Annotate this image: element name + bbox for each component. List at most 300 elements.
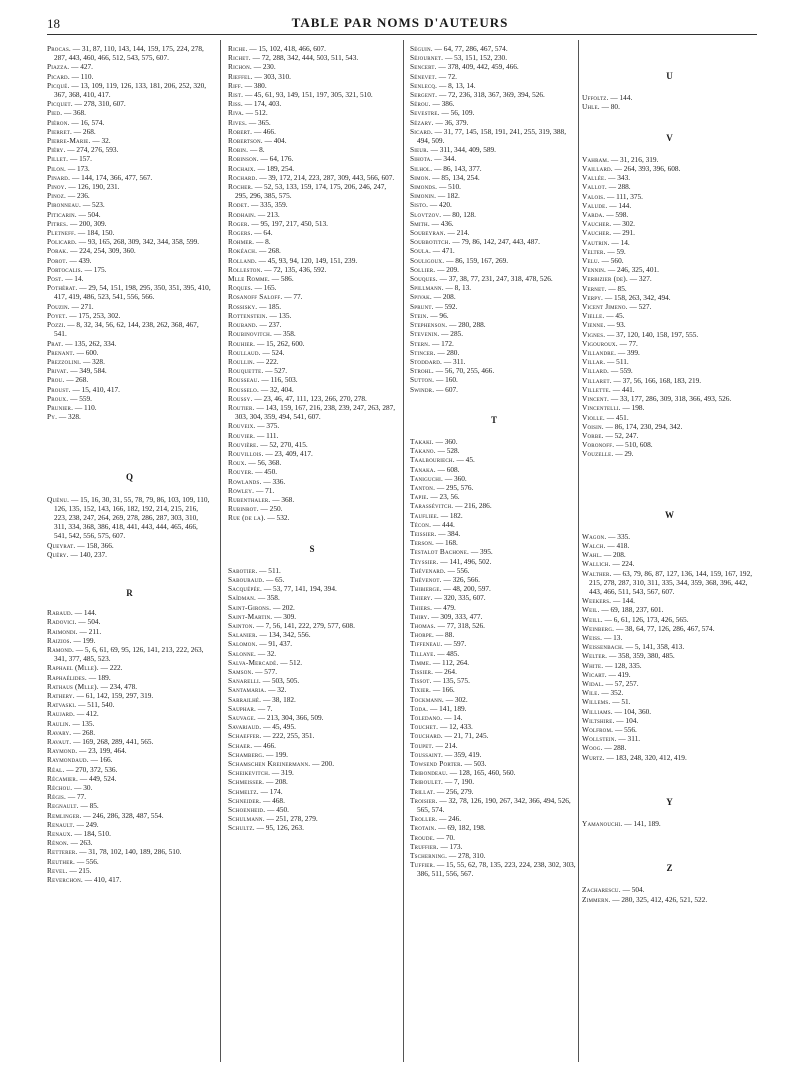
index-entry xyxy=(410,44,578,53)
index-entry xyxy=(582,596,757,605)
author-name: Thévenot. xyxy=(410,574,442,584)
index-entry xyxy=(582,182,757,191)
author-name: Robinson. xyxy=(228,154,259,164)
page-references: — 451. xyxy=(604,412,629,422)
author-name: Wiltshire. xyxy=(582,715,615,725)
page-references: — 510. xyxy=(437,182,461,192)
page-references: — 399. xyxy=(616,348,640,358)
author-name: Roullin. xyxy=(228,356,255,366)
author-name: Vignes. xyxy=(582,329,606,339)
author-name: Rogers. xyxy=(228,228,253,238)
page-references: — 128, 335. xyxy=(603,660,642,670)
index-entry xyxy=(410,283,578,292)
page-references: — 263. xyxy=(68,838,93,848)
author-name: Radovici. xyxy=(47,617,77,627)
page-references: — 224. xyxy=(610,559,635,569)
author-name: Rousselo. xyxy=(228,384,259,394)
index-entry xyxy=(47,673,212,682)
page-references: — 380. xyxy=(242,80,267,90)
page-references: — 230. xyxy=(251,62,276,72)
index-entry xyxy=(410,154,578,163)
author-name: Riva. xyxy=(228,108,244,118)
author-name: Stephenson. xyxy=(410,320,448,330)
index-entry xyxy=(228,796,396,805)
author-name: Wolfrom. xyxy=(582,724,614,734)
author-name: Trillat. xyxy=(410,786,436,796)
index-entry xyxy=(228,449,396,458)
index-entry xyxy=(410,731,578,740)
page-references: — 104, 360. xyxy=(612,706,652,716)
index-entry xyxy=(582,192,757,201)
index-entry xyxy=(582,302,757,311)
page-references: — 528. xyxy=(435,446,460,456)
page-references: — 213. xyxy=(256,209,280,219)
page-references: — 52, 247. xyxy=(603,430,639,440)
author-name: Touchard. xyxy=(410,731,443,741)
section-letter-w: W xyxy=(665,509,674,520)
author-name: Rathery. xyxy=(47,690,75,700)
index-entry xyxy=(47,746,212,755)
index-entry xyxy=(582,247,757,256)
index-entry xyxy=(228,731,396,740)
index-entry xyxy=(228,375,396,384)
page-references: — 15, 102, 418, 466, 607. xyxy=(247,44,327,53)
page-references: — 13. xyxy=(602,632,623,642)
page-references: — 510, 608. xyxy=(614,440,653,450)
author-name: Weekers. xyxy=(582,596,612,606)
index-entry xyxy=(228,53,396,62)
index-entry xyxy=(582,320,757,329)
page-references: — 511, 540. xyxy=(76,700,115,710)
author-name: Villaret. xyxy=(582,375,612,385)
author-name: Troller. xyxy=(410,814,438,824)
author-name: Py. xyxy=(47,412,58,422)
author-name: Privat. xyxy=(47,366,69,376)
author-name: Robert. xyxy=(228,126,253,136)
index-section-w xyxy=(582,532,757,762)
page-references: — 85, 134, 254. xyxy=(430,172,480,182)
author-name: Rist. xyxy=(228,90,244,100)
author-name: Velter. xyxy=(582,246,606,256)
page-references: — 13, 109, 119, 126, 133, 181, 206, 252, 320, 367, 368, 410, 417. xyxy=(54,80,207,100)
index-entry xyxy=(410,538,578,547)
author-name: Rottenstein. xyxy=(228,310,268,320)
index-entry xyxy=(410,357,578,366)
index-entry xyxy=(410,603,578,612)
index-entry xyxy=(582,284,757,293)
author-name: Weiss. xyxy=(582,632,603,642)
index-entry xyxy=(228,440,396,449)
index-entry xyxy=(410,612,578,621)
index-entry xyxy=(228,421,396,430)
author-name: Weissenbach. xyxy=(582,642,624,652)
page-references: — 37, 56, 166, 168, 183, 219. xyxy=(611,375,702,385)
index-entry xyxy=(582,633,757,642)
index-entry xyxy=(410,474,578,483)
author-name: Rocher. xyxy=(228,182,254,192)
index-entry xyxy=(228,173,396,182)
index-entry xyxy=(410,191,578,200)
index-entry xyxy=(582,550,757,559)
author-name: Uhle. xyxy=(582,102,600,112)
page-references: — 439. xyxy=(67,255,92,265)
page-references: — 291. xyxy=(611,228,635,238)
author-name: Réal. xyxy=(47,764,65,774)
index-entry xyxy=(228,145,396,154)
author-name: Schaeffer. xyxy=(228,731,262,741)
page-references: — 95, 126, 263. xyxy=(254,823,305,833)
page-references: — 559. xyxy=(609,366,633,376)
page-references: — 556. xyxy=(75,856,99,866)
page-references: — 504. xyxy=(620,885,645,895)
page-references: — 5, 6, 61, 69, 95, 126, 141, 213, 222, 263, 341, 377, 485, 523. xyxy=(54,644,204,664)
index-section-q xyxy=(47,495,212,559)
column-divider xyxy=(220,40,221,1062)
author-name: Poyet. xyxy=(47,310,68,320)
index-entry xyxy=(582,885,757,894)
index-entry xyxy=(582,725,757,734)
page-references: — 246, 325, 401. xyxy=(606,265,659,275)
page-references: — 144. xyxy=(608,93,633,103)
author-name: Routier. xyxy=(228,402,255,412)
page-references: — 384. xyxy=(436,528,461,538)
author-name: Rouvier. xyxy=(228,430,256,440)
index-entry xyxy=(582,238,757,247)
page-references: — 182. xyxy=(436,191,460,201)
page-references: — 280. xyxy=(435,347,460,357)
author-name: Schoenheid. xyxy=(228,805,266,815)
index-entry xyxy=(582,661,757,670)
index-entry xyxy=(410,695,578,704)
author-name: Vincentelli. xyxy=(582,403,621,413)
author-name: Raphael (Mlle). xyxy=(47,663,99,673)
page-references: — 278, 310, 607. xyxy=(72,99,126,109)
author-name: Récamier. xyxy=(47,773,78,783)
author-name: Stoddard. xyxy=(410,356,443,366)
author-name: Sencert. xyxy=(410,62,437,72)
page-references: — 359, 419. xyxy=(443,749,482,759)
section-letter-t: T xyxy=(490,414,497,425)
index-entry xyxy=(47,394,212,403)
author-name: Tockmann. xyxy=(410,694,444,704)
index-entry xyxy=(410,593,578,602)
index-entry xyxy=(582,605,757,614)
index-entry xyxy=(228,99,396,108)
page-references: — 112, 264. xyxy=(431,657,470,667)
page-references: — 368. xyxy=(270,494,295,504)
author-name: Pitres. xyxy=(47,218,69,228)
author-name: Richon. xyxy=(228,62,252,72)
index-entry xyxy=(410,584,578,593)
author-name: Reverchon. xyxy=(47,875,83,885)
author-name: Violle. xyxy=(582,412,605,422)
page-references: — 444. xyxy=(431,519,455,529)
index-entry xyxy=(582,403,757,412)
author-name: Yamanouchi. xyxy=(582,819,623,828)
page-references: — 328. xyxy=(81,356,105,366)
author-name: Weil. xyxy=(582,605,600,615)
index-entry xyxy=(228,612,396,621)
index-entry xyxy=(228,768,396,777)
index-column-4 xyxy=(582,44,757,904)
page-references: — 358, 359, 380, 485. xyxy=(607,651,675,661)
index-entry xyxy=(410,72,578,81)
page-references: — 208. xyxy=(431,292,456,302)
author-name: Savariaud. xyxy=(228,722,262,732)
author-name: Pierret. xyxy=(47,126,72,136)
author-name: Pillet. xyxy=(47,154,69,164)
author-name: Prunier. xyxy=(47,402,74,412)
author-name: Schamberg. xyxy=(228,749,265,759)
author-name: Widal. xyxy=(582,678,604,688)
author-name: Portocalis. xyxy=(47,264,83,274)
index-entry xyxy=(47,219,212,228)
index-entry xyxy=(410,750,578,759)
page-references: — 16, 574. xyxy=(69,117,105,127)
author-name: Rouyer. xyxy=(228,467,254,477)
index-entry xyxy=(582,210,757,219)
author-name: Soubbotitch. xyxy=(410,237,451,247)
running-head: TABLE PAR NOMS D'AUTEURS xyxy=(291,15,509,30)
index-entry xyxy=(410,796,578,814)
author-name: Pied. xyxy=(47,108,63,118)
index-entry xyxy=(582,707,757,716)
page-references: — 38, 64, 77, 126, 286, 467, 574. xyxy=(614,623,715,633)
index-entry xyxy=(582,394,757,403)
author-name: Vallot. xyxy=(582,182,607,192)
page-references: — 412. xyxy=(75,709,99,719)
page-references: — 166. xyxy=(88,755,113,765)
author-name: Vaucher. xyxy=(582,219,612,229)
page-references: — 449, 524. xyxy=(78,773,117,783)
index-entry xyxy=(47,375,212,384)
index-entry xyxy=(47,709,212,718)
page-references: — 110. xyxy=(69,71,94,81)
index-column-2 xyxy=(228,44,396,833)
author-name: Rieffel. xyxy=(228,71,253,81)
index-entry xyxy=(228,787,396,796)
index-entry xyxy=(47,765,212,774)
page-references: — 319. xyxy=(270,768,294,778)
author-name: Riss. xyxy=(228,99,243,109)
page-references: — 485. xyxy=(435,648,460,658)
index-entry xyxy=(410,621,578,630)
author-name: Salomon. xyxy=(228,639,258,649)
page-references: — 268. xyxy=(257,246,281,256)
page-references: — 45, 495. xyxy=(261,722,296,732)
index-entry xyxy=(47,719,212,728)
index-entry xyxy=(47,81,212,99)
index-entry xyxy=(228,237,396,246)
page-references: — 511. xyxy=(257,565,281,575)
author-name: Tissot. xyxy=(410,676,432,686)
page-references: — 85. xyxy=(606,283,627,293)
index-entry xyxy=(47,99,212,108)
author-name: Schaer. xyxy=(228,740,253,750)
page-references: — 32. xyxy=(90,136,111,146)
page-references: — 134, 342, 556. xyxy=(257,630,311,640)
page-references: — 479. xyxy=(432,602,456,612)
index-entry xyxy=(47,173,212,182)
index-entry xyxy=(410,99,578,108)
page-references: — 280, 325, 412, 426, 521, 522. xyxy=(610,894,708,904)
author-name: Piazza. xyxy=(47,62,70,72)
author-name: Valude. xyxy=(582,200,608,210)
index-entry xyxy=(47,728,212,737)
author-name: Tillaye. xyxy=(410,648,436,658)
author-name: Schulmann. xyxy=(228,814,265,824)
author-name: Sihota. xyxy=(410,154,433,164)
index-entry xyxy=(228,477,396,486)
index-entry xyxy=(47,541,212,550)
index-entry xyxy=(228,759,396,768)
author-name: Walther. xyxy=(582,568,612,578)
index-entry xyxy=(410,529,578,538)
page-references: — 14. xyxy=(442,713,463,723)
index-entry xyxy=(410,145,578,154)
index-entry xyxy=(47,829,212,838)
author-name: Salonne. xyxy=(228,648,257,658)
page-references: — 65. xyxy=(264,574,285,584)
index-entry xyxy=(410,649,578,658)
page-references: — 378, 409, 442, 459, 466. xyxy=(436,62,519,72)
index-entry xyxy=(228,621,396,630)
page-references: — 51. xyxy=(610,697,631,707)
page-references: — 69, 182, 198. xyxy=(436,823,486,833)
author-name: Timme. xyxy=(410,657,432,667)
author-name: Takaki. xyxy=(410,436,434,446)
page-references: — 278, 310. xyxy=(447,851,486,861)
index-entry xyxy=(410,118,578,127)
index-section-s-continued xyxy=(410,44,578,394)
author-name: Proust. xyxy=(47,384,71,394)
author-name: Troude. xyxy=(410,832,435,842)
index-entry xyxy=(47,645,212,663)
author-name: Sacquépée. xyxy=(228,584,262,594)
page-references: — 504. xyxy=(76,209,101,219)
author-name: Villar. xyxy=(582,357,606,367)
author-name: Rue (de la). xyxy=(228,513,266,523)
page-references: — 64, 77, 286, 467, 574. xyxy=(432,44,508,53)
author-name: Piticarin. xyxy=(47,209,77,219)
index-entry xyxy=(410,329,578,338)
author-name: Velu. xyxy=(582,256,600,266)
author-name: Rives. xyxy=(228,117,248,127)
author-name: Varda. xyxy=(582,210,605,220)
section-letter-u: U xyxy=(666,71,673,81)
author-name: Teissier. xyxy=(410,528,437,538)
index-entry xyxy=(228,823,396,832)
page-references: — 140, 237. xyxy=(68,549,107,559)
author-name: Prou. xyxy=(47,375,65,385)
page-references: — 504. xyxy=(76,617,101,627)
index-section-y xyxy=(582,819,757,828)
page-references: — 368. xyxy=(62,108,86,118)
page-references: — 288. xyxy=(606,182,631,192)
page-references: — 215. xyxy=(67,865,92,875)
page-references: — 224, 254, 309, 360. xyxy=(68,246,136,256)
index-entry xyxy=(228,722,396,731)
page-references: — 311. xyxy=(616,734,641,744)
author-name: Toledano. xyxy=(410,713,443,723)
index-entry xyxy=(582,293,757,302)
index-entry xyxy=(410,127,578,145)
page-references: — 86, 174, 230, 294, 342. xyxy=(603,421,683,431)
index-entry xyxy=(47,283,212,301)
index-entry xyxy=(47,302,212,311)
page-references: — 165. xyxy=(252,283,277,293)
index-entry xyxy=(228,154,396,163)
page-references: — 441. xyxy=(610,384,635,394)
page-references: — 172. xyxy=(430,338,454,348)
page-references: — 189. xyxy=(86,672,111,682)
page-references: — 326, 566. xyxy=(441,574,480,584)
index-entry xyxy=(410,483,578,492)
index-entry xyxy=(228,210,396,219)
page-references: — 45, 93, 94, 120, 149, 151, 239. xyxy=(256,255,358,265)
index-entry xyxy=(410,630,578,639)
author-name: Sauvage. xyxy=(228,713,256,723)
index-section-p xyxy=(47,44,212,421)
page-references: — 199. xyxy=(71,635,96,645)
index-entry xyxy=(47,847,212,856)
index-entry xyxy=(582,569,757,597)
author-name: Thiers. xyxy=(410,602,433,612)
index-entry xyxy=(47,62,212,71)
index-section-v xyxy=(582,155,757,459)
page-references: — 202. xyxy=(271,602,295,612)
page-references: — 468. xyxy=(261,795,285,805)
page-references: — 116, 503. xyxy=(259,375,298,385)
index-entry xyxy=(228,274,396,283)
page-references: — 560. xyxy=(599,256,624,266)
page-references: — 77. xyxy=(617,338,638,348)
page-references: — 556. xyxy=(445,565,470,575)
author-name: Piéry. xyxy=(47,145,66,155)
author-name: Queyrat. xyxy=(47,540,76,550)
author-name: Remlinger. xyxy=(47,810,82,820)
author-name: Testalot Bachone. xyxy=(410,547,470,557)
author-name: Rodhain. xyxy=(228,209,257,219)
index-entry xyxy=(410,302,578,311)
index-entry xyxy=(410,722,578,731)
author-name: Raymondaud. xyxy=(47,755,89,765)
page-references: — 32, 78, 126, 190, 267, 342, 366, 494, 526, 565, 574. xyxy=(417,795,571,815)
page-references: — 111. xyxy=(255,430,279,440)
index-entry xyxy=(410,90,578,99)
index-entry xyxy=(228,649,396,658)
index-entry xyxy=(410,501,578,510)
index-entry xyxy=(582,734,757,743)
index-entry xyxy=(582,688,757,697)
header-rule xyxy=(47,34,757,35)
index-entry xyxy=(47,866,212,875)
index-entry xyxy=(410,823,578,832)
index-entry xyxy=(228,777,396,786)
author-name: White. xyxy=(582,660,604,670)
author-name: Stincer. xyxy=(410,347,436,357)
index-entry xyxy=(582,228,757,237)
author-name: Riff. xyxy=(228,80,243,90)
author-name: Rouquette. xyxy=(228,366,264,376)
author-name: Rosanoff Saloff. xyxy=(228,292,283,302)
author-name: Rochaix. xyxy=(228,163,256,173)
author-name: Silhol. xyxy=(410,163,433,173)
author-name: Sollier. xyxy=(410,264,436,274)
author-name: Vigouroux. xyxy=(582,338,618,348)
author-name: Técon. xyxy=(410,519,432,529)
index-entry xyxy=(47,617,212,626)
